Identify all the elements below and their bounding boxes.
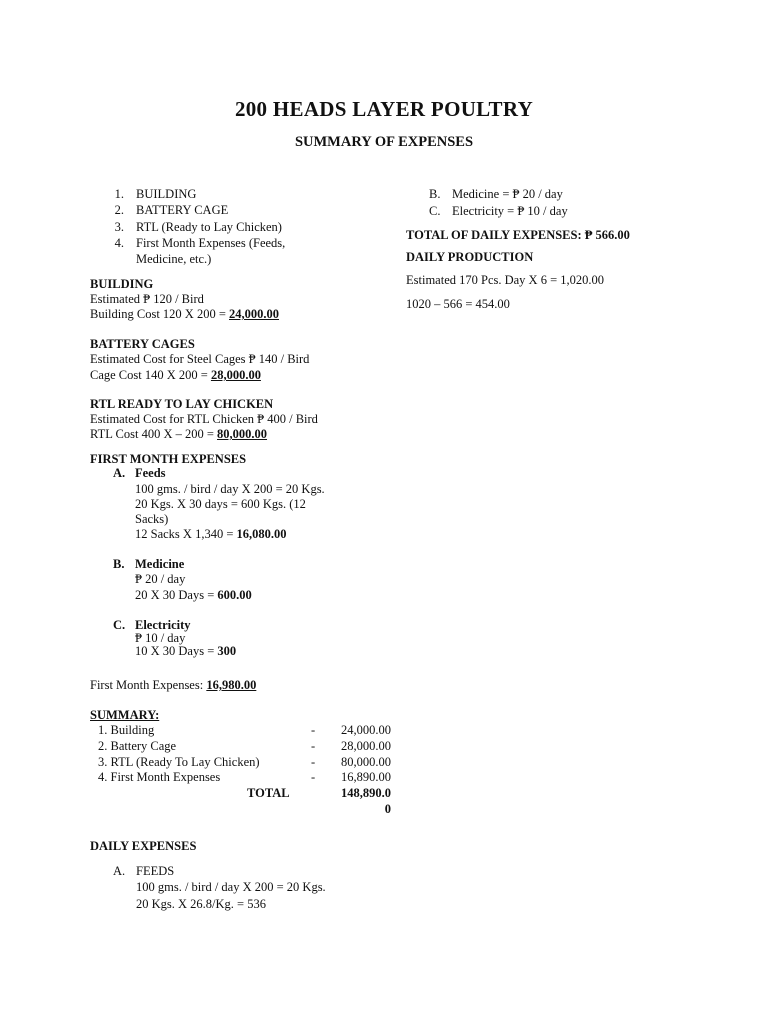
sub-letter: C.: [429, 204, 441, 218]
cost-line: [90, 427, 267, 442]
list-number: 1.: [114, 187, 124, 201]
text-line: 100 gms. / bird / day X 200 = 20 Kgs.: [135, 482, 325, 496]
text-line: ₱ 10 / day: [135, 631, 186, 645]
text-line: Estimated Cost for RTL Chicken ₱ 400 / Bird: [90, 412, 318, 426]
total-daily-expenses: [406, 228, 630, 243]
section-heading: RTL READY TO LAY CHICKEN: [90, 397, 274, 411]
summary-label: 2. Battery Cage: [98, 739, 177, 753]
list-number: 2.: [114, 203, 124, 217]
cost-line: [135, 588, 252, 603]
cost-line: [90, 307, 279, 322]
sub-letter: C.: [113, 618, 126, 632]
summary-label: 4. First Month Expenses: [98, 770, 221, 784]
sub-heading: FEEDS: [136, 864, 175, 878]
sub-letter: A.: [113, 466, 126, 480]
cost-line: [135, 527, 287, 542]
daily-item: Medicine = ₱ 20 / day: [452, 187, 563, 201]
cost-line: [90, 368, 261, 383]
total-daily-label: TOTAL OF DAILY EXPENSES:: [406, 228, 582, 242]
cost-total: 16,080.00: [236, 527, 287, 541]
section-heading: DAILY PRODUCTION: [406, 250, 534, 264]
sub-heading: Electricity: [135, 618, 191, 632]
summary-label: 3. RTL (Ready To Lay Chicken): [98, 755, 260, 769]
section-heading: DAILY EXPENSES: [90, 839, 197, 853]
text-line: 100 gms. / bird / day X 200 = 20 Kgs.: [136, 880, 326, 894]
net-line: 1020 – 566 = 454.00: [406, 297, 510, 311]
text-line: ₱ 20 / day: [135, 572, 186, 586]
list-number: 3.: [114, 220, 124, 234]
summary-amount: 80,000.00: [341, 755, 391, 769]
section-heading: SUMMARY:: [90, 708, 160, 722]
sub-heading: Medicine: [135, 557, 185, 571]
cost-label: 20 X 30 Days =: [135, 588, 218, 602]
total-daily-value: ₱ 566.00: [581, 228, 630, 242]
text-line: 20 Kgs. X 30 days = 600 Kgs. (12: [135, 497, 306, 511]
cost-label: Building Cost 120 X 200 =: [90, 307, 230, 321]
sub-letter: A.: [113, 864, 126, 878]
section-heading: BATTERY CAGES: [90, 337, 195, 351]
daily-item: Electricity = ₱ 10 / day: [452, 204, 568, 218]
list-item-continuation: Medicine, etc.): [136, 252, 212, 266]
cost-total: 80,000.00: [217, 427, 268, 441]
cost-label: RTL Cost 400 X – 200 =: [90, 427, 218, 441]
summary-amount: 16,890.00: [341, 770, 391, 784]
section-heading: FIRST MONTH EXPENSES: [90, 452, 247, 466]
cost-label: Cage Cost 140 X 200 =: [90, 368, 211, 382]
cost-total: 300: [217, 644, 237, 658]
cost-total: 24,000.00: [229, 307, 280, 321]
sub-letter: B.: [429, 187, 441, 201]
text-line: Estimated Cost for Steel Cages ₱ 140 / Bird: [90, 352, 310, 366]
summary-amount: 24,000.00: [341, 723, 391, 737]
sub-heading: Feeds: [135, 466, 166, 480]
cost-label: 12 Sacks X 1,340 =: [135, 527, 237, 541]
list-item: First Month Expenses (Feeds,: [136, 236, 286, 250]
sub-letter: B.: [113, 557, 125, 571]
summary-amount: 28,000.00: [341, 739, 391, 753]
total-value: 16,980.00: [206, 678, 257, 692]
cost-total: 600.00: [217, 588, 252, 602]
summary-total-label: TOTAL: [247, 786, 290, 800]
list-number: 4.: [114, 236, 124, 250]
text-line: 20 Kgs. X 26.8/Kg. = 536: [136, 897, 266, 911]
summary-dash: -: [311, 755, 316, 769]
cost-total: 28,000.00: [210, 368, 261, 382]
summary-total-value-wrap: 0: [384, 802, 391, 816]
first-month-total: [90, 678, 256, 693]
section-heading: BUILDING: [90, 277, 154, 291]
cost-line: [135, 644, 236, 659]
summary-dash: -: [311, 739, 316, 753]
cost-label: 10 X 30 Days =: [135, 644, 218, 658]
production-line: Estimated 170 Pcs. Day X 6 = 1,020.00: [406, 273, 605, 287]
page-title: 200 HEADS LAYER POULTRY: [234, 97, 534, 121]
summary-dash: -: [311, 723, 316, 737]
list-item: BATTERY CAGE: [136, 203, 229, 217]
text-line: Sacks): [135, 512, 169, 526]
list-item: BUILDING: [136, 187, 197, 201]
summary-total-value: 148,890.0: [341, 786, 391, 800]
summary-dash: -: [311, 770, 316, 784]
text-line: Estimated ₱ 120 / Bird: [90, 292, 204, 306]
list-item: RTL (Ready to Lay Chicken): [136, 220, 282, 234]
total-label: First Month Expenses:: [90, 678, 207, 692]
summary-label: 1. Building: [98, 723, 155, 737]
page-subtitle: SUMMARY OF EXPENSES: [294, 134, 474, 150]
